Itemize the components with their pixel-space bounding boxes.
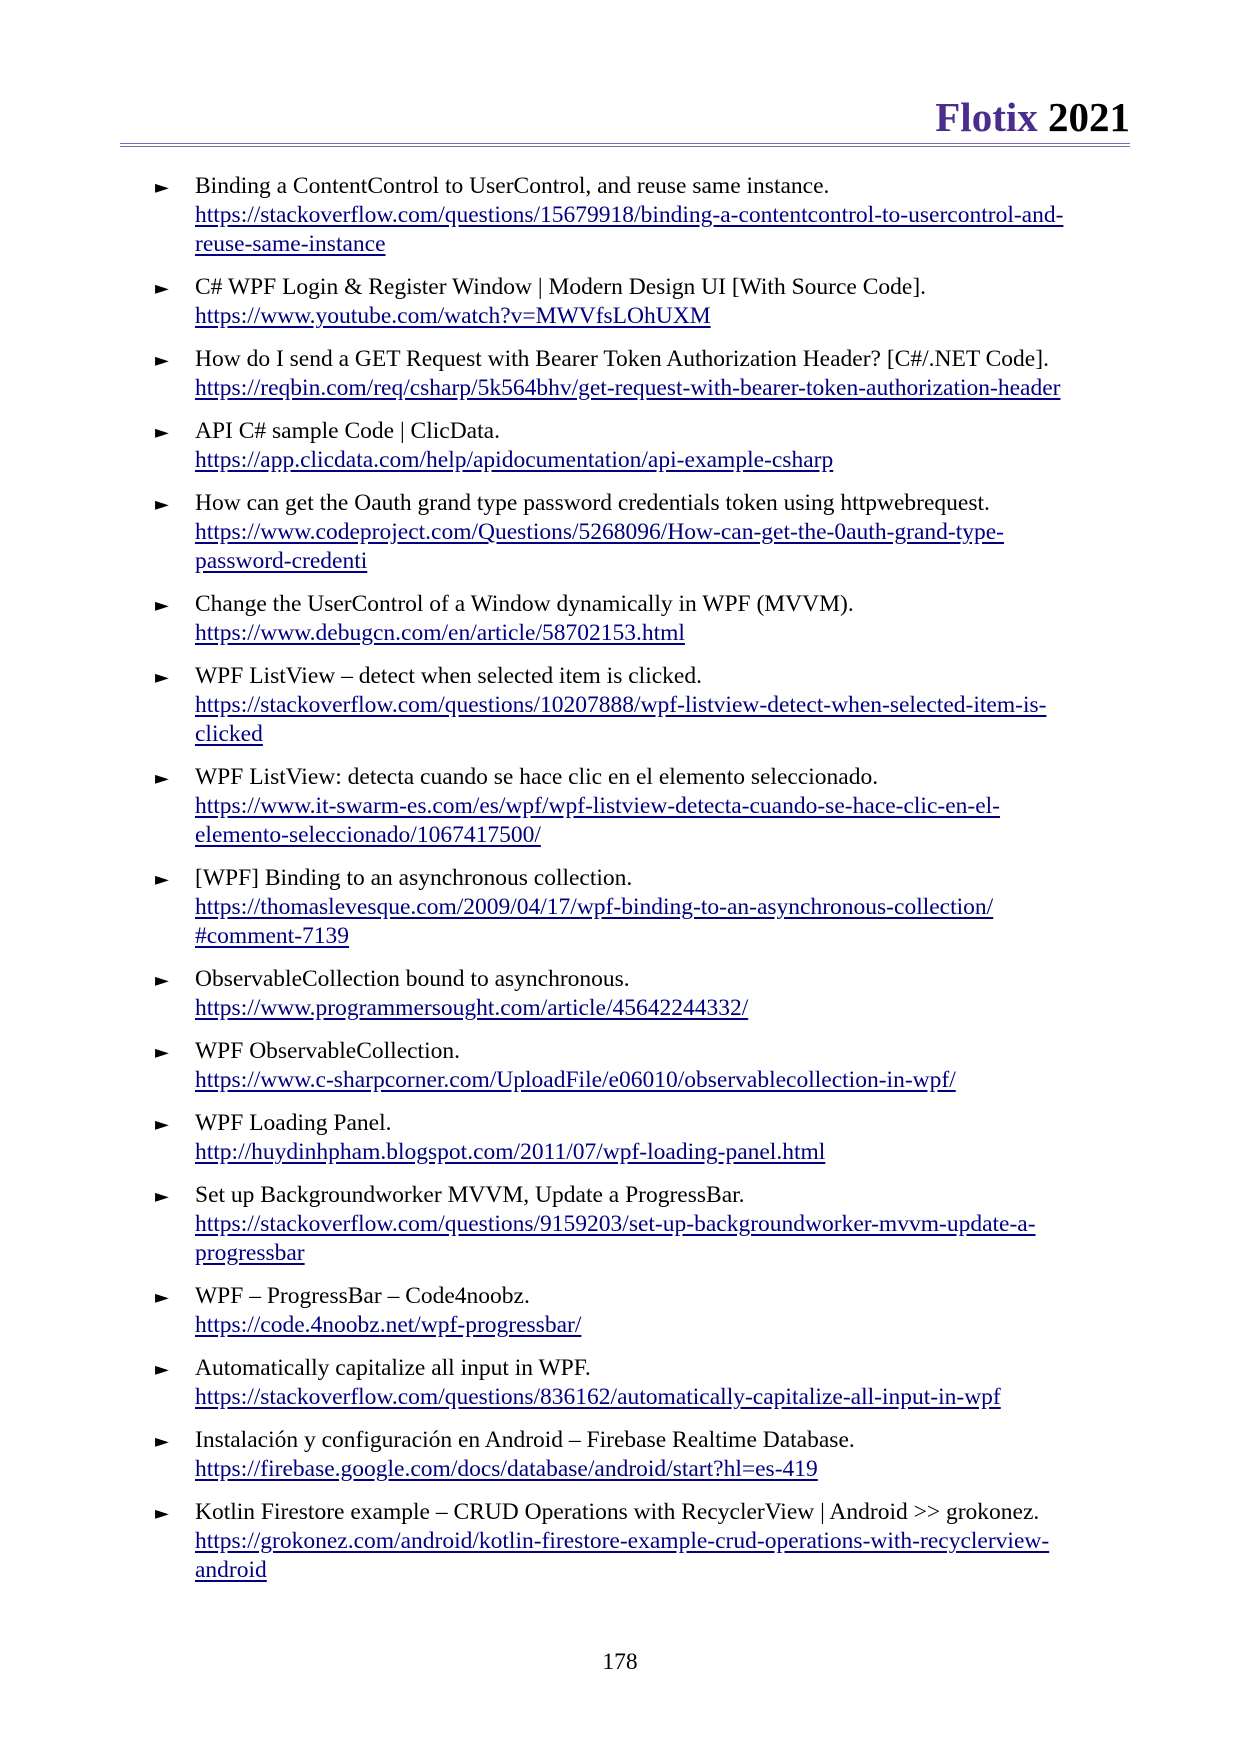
reference-item	[0, 590, 1240, 648]
bullet-arrow-icon: ►	[155, 1431, 169, 1452]
reference-item	[0, 1354, 1240, 1412]
reference-link[interactable]: android	[195, 1557, 267, 1583]
reference-title: API C# sample Code | ClicData.	[195, 418, 500, 444]
header-rule-secondary	[120, 146, 1130, 147]
reference-link[interactable]: https://grokonez.com/android/kotlin-firestore-example-crud-operations-with-recyclerview-	[195, 1528, 1050, 1554]
reference-title: C# WPF Login & Register Window | Modern Design UI [With Source Code].	[195, 274, 927, 300]
reference-item	[0, 763, 1240, 850]
page-number: 178	[602, 1649, 638, 1675]
reference-title: Kotlin Firestore example – CRUD Operations with RecyclerView | Android >> grokonez.	[195, 1499, 1040, 1525]
reference-link[interactable]: https://www.it-swarm-es.com/es/wpf/wpf-listview-detecta-cuando-se-hace-clic-en-el-	[195, 793, 1000, 819]
reference-item	[0, 1181, 1240, 1268]
reference-title: Instalación y configuración en Android – Firebase Realtime Database.	[195, 1427, 855, 1453]
reference-title: ObservableCollection bound to asynchronous.	[195, 966, 630, 992]
reference-title: [WPF] Binding to an asynchronous collection.	[195, 865, 633, 891]
reference-item	[0, 1282, 1240, 1340]
bullet-arrow-icon: ►	[155, 1042, 169, 1063]
reference-title: WPF ListView: detecta cuando se hace clic en el elemento seleccionado.	[195, 764, 879, 790]
reference-link[interactable]: reuse-same-instance	[195, 231, 386, 257]
header-year: 2021	[1048, 94, 1130, 140]
bullet-arrow-icon: ►	[155, 595, 169, 616]
bullet-arrow-icon: ►	[155, 1359, 169, 1380]
reference-list	[0, 172, 1240, 1599]
reference-title: Change the UserControl of a Window dynamically in WPF (MVVM).	[195, 591, 854, 617]
bullet-arrow-icon: ►	[155, 422, 169, 443]
reference-title: Binding a ContentControl to UserControl, and reuse same instance.	[195, 173, 830, 199]
reference-link[interactable]: https://www.youtube.com/watch?v=MWVfsLOhUXM	[195, 303, 711, 329]
reference-title: How do I send a GET Request with Bearer Token Authorization Header? [C#/.NET Code].	[195, 346, 1049, 372]
reference-item	[0, 965, 1240, 1023]
reference-item	[0, 489, 1240, 576]
reference-link[interactable]: https://stackoverflow.com/questions/9159203/set-up-backgroundworker-mvvm-update-a-	[195, 1211, 1036, 1237]
reference-item	[0, 273, 1240, 331]
reference-title: How can get the Oauth grand type password credentials token using httpwebrequest.	[195, 490, 990, 516]
bullet-arrow-icon: ►	[155, 350, 169, 371]
bullet-arrow-icon: ►	[155, 278, 169, 299]
reference-title: WPF – ProgressBar – Code4noobz.	[195, 1283, 530, 1309]
bullet-arrow-icon: ►	[155, 1287, 169, 1308]
reference-link[interactable]: https://firebase.google.com/docs/database/android/start?hl=es-419	[195, 1456, 818, 1482]
bullet-arrow-icon: ►	[155, 1114, 169, 1135]
bullet-arrow-icon: ►	[155, 1186, 169, 1207]
reference-link[interactable]: password-credenti	[195, 548, 368, 574]
bullet-arrow-icon: ►	[155, 869, 169, 890]
reference-link[interactable]: https://www.programmersought.com/article/45642244332/	[195, 995, 749, 1021]
reference-item	[0, 172, 1240, 259]
reference-item	[0, 1426, 1240, 1484]
reference-item	[0, 662, 1240, 749]
bullet-arrow-icon: ►	[155, 1503, 169, 1524]
reference-item	[0, 1498, 1240, 1585]
bullet-arrow-icon: ►	[155, 667, 169, 688]
reference-link[interactable]: progressbar	[195, 1240, 305, 1266]
reference-item	[0, 345, 1240, 403]
reference-link[interactable]: https://www.codeproject.com/Questions/5268096/How-can-get-the-0auth-grand-type-	[195, 519, 1005, 545]
reference-item	[0, 864, 1240, 951]
reference-link[interactable]: #comment-7139	[195, 923, 350, 949]
bullet-arrow-icon: ►	[155, 177, 169, 198]
reference-link[interactable]: http://huydinhpham.blogspot.com/2011/07/wpf-loading-panel.html	[195, 1139, 826, 1165]
reference-item	[0, 1109, 1240, 1167]
reference-title: Automatically capitalize all input in WPF.	[195, 1355, 591, 1381]
reference-item	[0, 417, 1240, 475]
reference-link[interactable]: elemento-seleccionado/1067417500/	[195, 822, 541, 848]
page-header	[120, 92, 1130, 142]
reference-link[interactable]: https://thomaslevesque.com/2009/04/17/wpf-binding-to-an-asynchronous-collection/	[195, 894, 994, 920]
reference-link[interactable]: https://www.c-sharpcorner.com/UploadFile/e06010/observablecollection-in-wpf/	[195, 1067, 956, 1093]
reference-title: WPF ObservableCollection.	[195, 1038, 460, 1064]
reference-link[interactable]: https://stackoverflow.com/questions/15679918/binding-a-contentcontrol-to-usercontrol-and-	[195, 202, 1064, 228]
bullet-arrow-icon: ►	[155, 494, 169, 515]
reference-link[interactable]: https://stackoverflow.com/questions/836162/automatically-capitalize-all-input-in-wpf	[195, 1384, 1001, 1410]
reference-link[interactable]: https://www.debugcn.com/en/article/58702153.html	[195, 620, 685, 646]
bullet-arrow-icon: ►	[155, 768, 169, 789]
reference-link[interactable]: clicked	[195, 721, 263, 747]
reference-title: WPF Loading Panel.	[195, 1110, 392, 1136]
reference-title: Set up Backgroundworker MVVM, Update a ProgressBar.	[195, 1182, 745, 1208]
bullet-arrow-icon: ►	[155, 970, 169, 991]
reference-link[interactable]: https://code.4noobz.net/wpf-progressbar/	[195, 1312, 582, 1338]
reference-link[interactable]: https://stackoverflow.com/questions/10207888/wpf-listview-detect-when-selected-item-is-	[195, 692, 1047, 718]
header-brand: Flotix	[935, 94, 1038, 140]
reference-title: WPF ListView – detect when selected item is clicked.	[195, 663, 702, 689]
reference-item	[0, 1037, 1240, 1095]
reference-link[interactable]: https://reqbin.com/req/csharp/5k564bhv/get-request-with-bearer-token-authorization-header	[195, 375, 1061, 401]
reference-link[interactable]: https://app.clicdata.com/help/apidocumentation/api-example-csharp	[195, 447, 834, 473]
header-rule	[120, 143, 1130, 144]
